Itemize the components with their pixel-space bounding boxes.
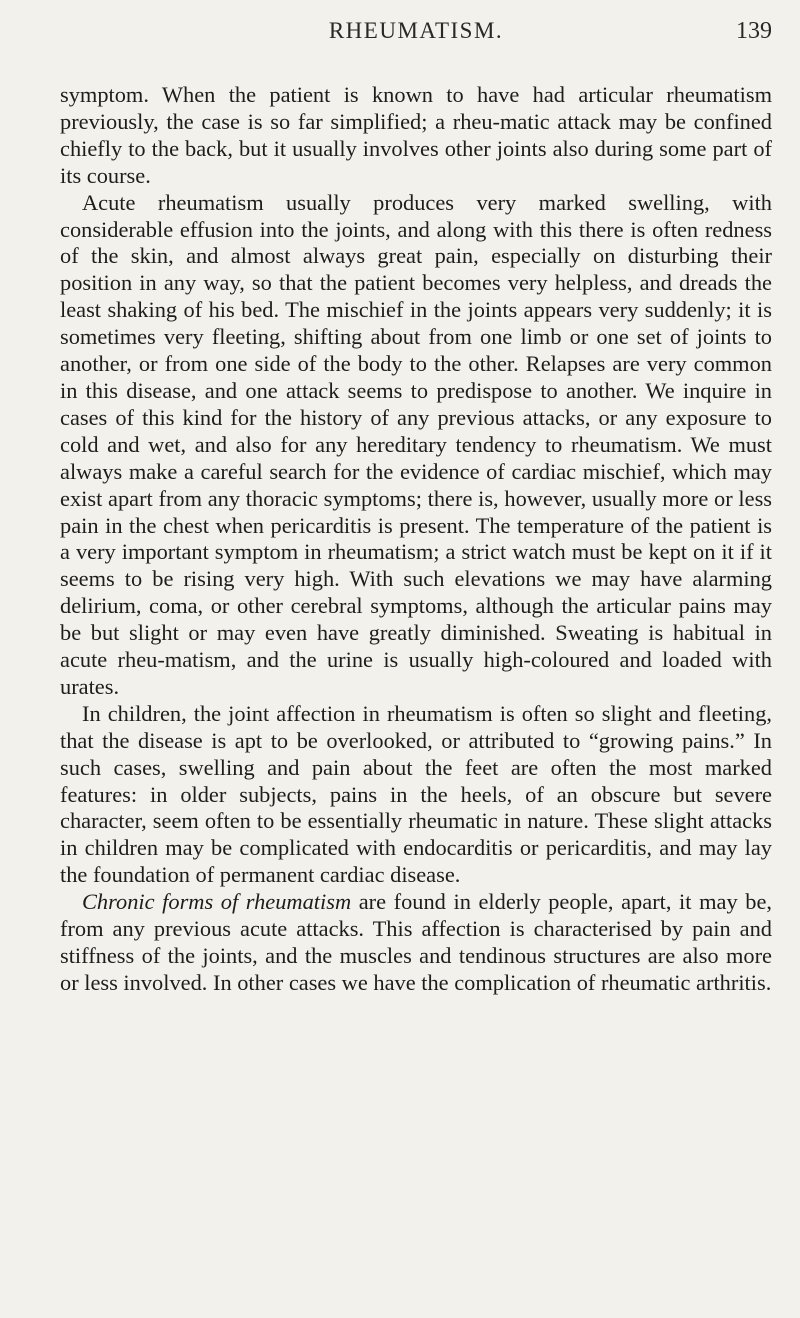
page-number: 139 [736,18,772,44]
chronic-forms-text: are found in elderly people, apart, it may be, from any previous acute attacks. This affection is characterised by pain and stiffness of the joints, and the muscles and tendinous structures are also more or less involved. In other cases we have the complication of rheumatic arthritis. [60,889,772,995]
paragraph-acute-rheumatism: Acute rheumatism usually produces very marked swelling, with considerable effusion into the joints, and along with this there is often redness of the skin, and almost always great pain, especially on disturbing their position in any way, so that the patient becomes very helpless, and dreads the least shaking of his bed. The mischief in the joints appears very suddenly; it is sometimes very fleeting, shifting about from one limb or one set of joints to another, or from one side of the body to the other. Relapses are very common in this disease, and one attack seems to predispose to another. We inquire in cases of this kind for the history of any previous attacks, or any exposure to cold and wet, and also for any hereditary tendency to rheumatism. We must always make a careful search for the evidence of cardiac mischief, which may exist apart from any thoracic symptoms; there is, however, usually more or less pain in the chest when pericarditis is present. The temperature of the patient is a very important symptom in rheumatism; a strict watch must be kept on it if it seems to be rising very high. With such elevations we may have alarming delirium, coma, or other cerebral symptoms, although the articular pains may be but slight or may even have greatly diminished. Sweating is habitual in acute rheu-matism, and the urine is usually high-coloured and loaded with urates. [60,189,772,699]
paragraph-children: In children, the joint affection in rheumatism is often so slight and fleeting, that the disease is apt to be overlooked, or attributed to “growing pains.” In such cases, swelling and pain about the feet are often the most marked features: in older subjects, pains in the heels, of an obscure but severe character, seem often to be essentially rheumatic in nature. These slight attacks in children may be complicated with endocarditis or pericarditis, and may lay the foundation of permanent cardiac disease. [60,700,772,888]
running-title: RHEUMATISM. [328,18,504,43]
paragraph-continuation: symptom. When the patient is known to have had articular rheumatism previously, the case is so far simplified; a rheu-matic attack may be confined chiefly to the back, but it usually involves other joints also during some part of its course. [60,82,772,188]
body-text [60,82,772,997]
running-head [60,18,772,58]
chronic-forms-heading: Chronic forms of rheumatism [82,889,352,915]
paragraph-chronic-forms [60,889,772,997]
